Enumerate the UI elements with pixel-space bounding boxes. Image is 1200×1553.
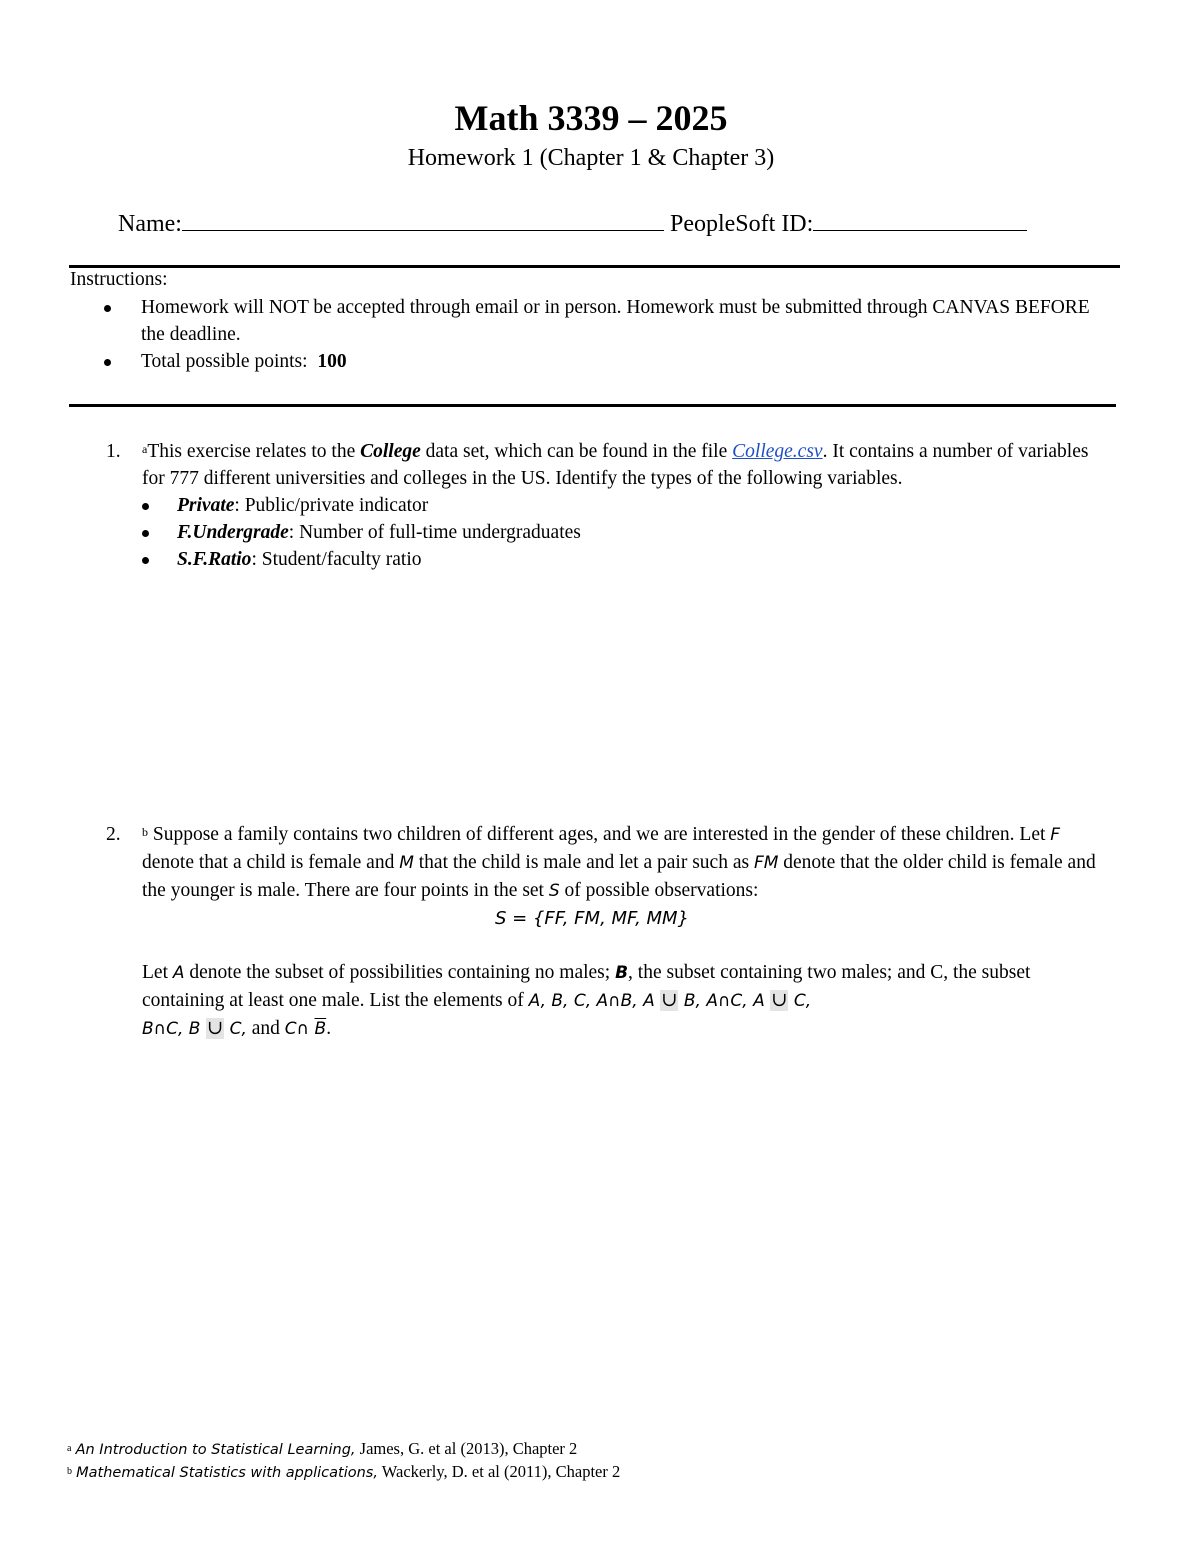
variable-item: Private: Public/private indicator — [142, 492, 1112, 519]
variable-list — [142, 492, 1112, 573]
footnote-b: $^b$ Mathematical Statistics with applications, Wackerly, D. et al (2011), Chapter 2 — [67, 1462, 621, 1481]
variable-item: S.F.Ratio: Student/faculty ratio — [142, 546, 1112, 573]
instruction-item: Total possible points: 100 — [104, 348, 1104, 375]
name-blank[interactable] — [182, 206, 664, 231]
divider-bottom — [69, 404, 1116, 407]
dataset-name: College — [360, 441, 421, 462]
footnote-ref-b: b — [142, 825, 148, 839]
footnote-a: $^a$ An Introduction to Statistical Learning, James, G. et al (2013), Chapter 2 — [67, 1439, 578, 1458]
question-1: 1. $^a$This exercise relates to the College data set, which can be found in the file College.csv. It contains a number of variables for 777 different universities and colleges in the US. Identify the types of the following variables. Private: Public/private indicator F.Undergrade: Number of full-time undergraduates S.F.Ratio: Student/faculty ratio — [106, 438, 1112, 573]
name-label: Name: — [118, 211, 182, 237]
question-number: 1. — [106, 441, 121, 462]
name-line — [118, 206, 1027, 241]
instruction-item: Homework will NOT be accepted through email or in person. Homework must be submitted through CANVAS BEFORE the deadline. — [104, 294, 1104, 348]
id-label: PeopleSoft ID: — [669, 211, 814, 237]
footnote-ref-a: a — [142, 442, 148, 456]
question-number: 2. — [106, 824, 121, 845]
sample-space-equation: S = {FF, FM, MF, MM} — [494, 908, 690, 929]
variable-item: F.Undergrade: Number of full-time undergraduates — [142, 519, 1112, 546]
points-value: 100 — [317, 351, 347, 372]
id-blank[interactable] — [813, 206, 1027, 231]
page-subtitle: Homework 1 (Chapter 1 & Chapter 3) — [407, 145, 775, 171]
divider-top — [69, 265, 1120, 268]
question-2: 2. $^b$ Suppose a family contains two children of different ages, and we are interested in the gender of these children. Let F denote that a child is female and M that the child is male and let a pair such as FM denote that the older child is female and the younger is male. There are four points in the set S of possible observations: S = {FF, FM, MF, MM} Let A denote the subset of possibilities containing no males; B, the subset containing two males; and C, the subset containing at least one male. List the elements of A, B, C, A∩B, A ∪ B, A∩C, A ∪ C, B∩C, B ∪ C, and C∩ $\overline{B}$. — [106, 821, 1112, 1043]
page-title: Math 3339 – 2025 — [454, 98, 728, 138]
instructions-label: Instructions: — [70, 269, 168, 290]
college-csv-link[interactable]: College.csv — [732, 441, 823, 462]
question-2-task: Let A denote the subset of possibilities containing no males; B, the subset containing two males; and C, the subset containing at least one male. List the elements of A, B, C, A∩B, A ∪ B, A∩C, A ∪ C, B∩C, B ∪ C, and C∩ $\overline{B}$. — [142, 962, 1031, 1039]
instructions-list — [104, 294, 1104, 375]
